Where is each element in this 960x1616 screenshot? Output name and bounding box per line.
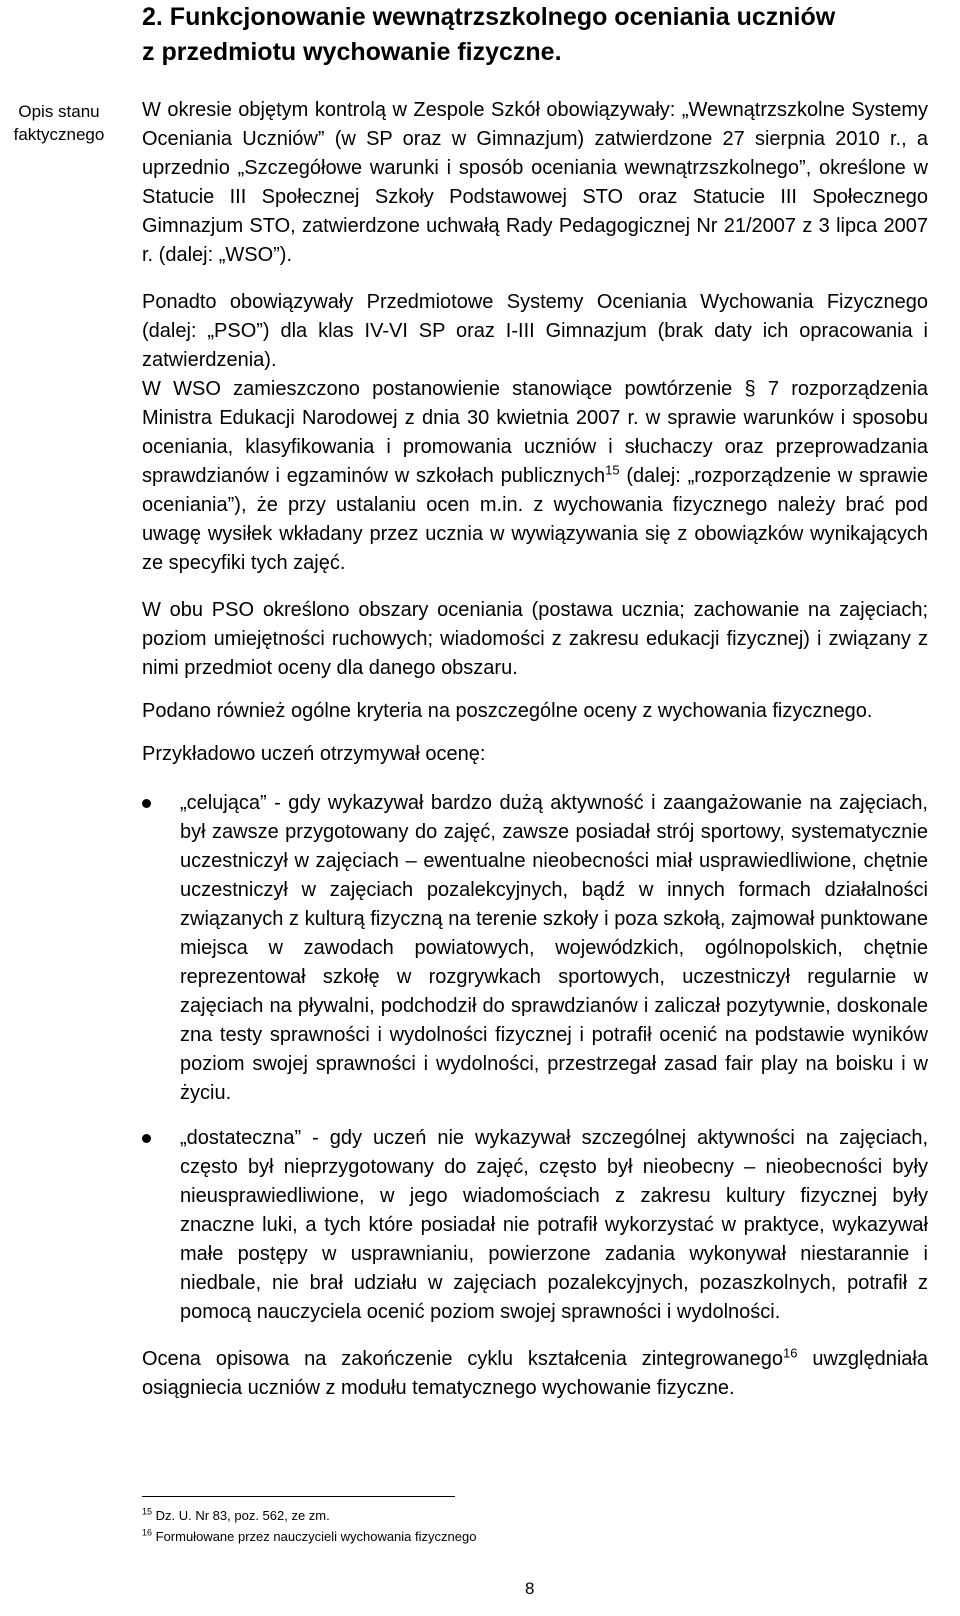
paragraph-example-intro: Przykładowo uczeń otrzymywał ocenę: (142, 743, 486, 765)
footnote-text: Formułowane przez nauczycieli wychowania fizycznego (152, 1529, 477, 1544)
margin-label-line-2: faktycznego (13, 125, 105, 144)
paragraph-assessment-areas: W obu PSO określono obszary oceniania (postawa ucznia; zachowanie na zajęciach; poziom umiejętności ruchowych; wiadomości z zakresu edukacji fizycznej) i związany z nimi przedmiot oceny dla danego obszaru. (142, 599, 928, 679)
margin-label (0, 100, 118, 146)
section-heading-line-2: z przedmiotu wychowanie fizyczne. (142, 38, 562, 66)
footnote-15 (142, 1505, 842, 1526)
section-heading-line-1: 2. Funkcjonowanie wewnątrzszkolnego oceniania uczniów (142, 3, 836, 31)
section-heading (142, 0, 942, 70)
bullet-icon (142, 799, 151, 808)
body-text (142, 96, 928, 1403)
list-item-text: „dostateczna” - gdy uczeń nie wykazywał szczególnej aktywności na zajęciach, często był nieprzygotowany do zajęć, często był nieobecny – nieobecności były nieusprawiedliwione, w jego wiadomościach z zakresu kultury fizycznej były znaczne luki, a tych które posiadał nie potrafił wykorzystać w praktyce, wykazywał małe postępy w usprawnianiu, powierzone zadania wykonywał niestarannie i niedbale, nie brał udziału w zajęciach pozalekcyjnych, pozaszkolnych, potrafił z pomocą nauczyciela ocenić poziom swojej sprawności i wydolności. (180, 1127, 928, 1323)
paragraph-descriptive-grade-text-end: uwzględniała osiągniecia uczniów z modułu tematycznego wychowanie fizyczne. (142, 1348, 928, 1399)
footnote-ref-16: 16 (782, 1345, 798, 1361)
page-number: 8 (525, 1579, 535, 1598)
paragraph-descriptive-grade (142, 1345, 928, 1403)
paragraph-regulation (142, 375, 928, 578)
paragraph-pso: Ponadto obowiązywały Przedmiotowe Systemy Oceniania Wychowania Fizycznego (dalej: „PSO”) dla klas IV-VI SP oraz I-III Gimnazjum (brak daty ich opracowania i zatwierdzenia). (142, 291, 928, 371)
grade-criteria-list (142, 789, 928, 1327)
paragraph-regulation-text-start: W WSO zamieszczono postanowienie stanowiące powtórzenie § 7 rozporządzenia Ministra Edukacji Narodowej z dnia 30 kwietnia 2007 r. w sprawie warunków i sposobu oceniania, klasyfikowania i promowania uczniów i słuchaczy oraz przeprowadzania sprawdzianów i egzaminów w szkołach publicznych (142, 378, 928, 487)
paragraph-general-criteria: Podano również ogólne kryteria na poszczególne oceny z wychowania fizycznego. (142, 700, 873, 722)
footnote-text: Dz. U. Nr 83, poz. 562, ze zm. (152, 1508, 330, 1523)
list-item-celujaca (142, 789, 928, 1108)
paragraph-wso: W okresie objętym kontrolą w Zespole Szkół obowiązywały: „Wewnątrzszkolne Systemy Oceniania Uczniów” (w SP oraz w Gimnazjum) zatwierdzone 27 sierpnia 2010 r., a uprzednio „Szczegółowe warunki i sposób oceniania wewnątrzszkolnego”, określone w Statucie III Społecznej Szkoły Podstawowej STO oraz Statucie III Społecznego Gimnazjum STO, zatwierdzone uchwałą Rady Pedagogicznej Nr 21/2007 z 3 lipca 2007 r. (dalej: „WSO”). (142, 99, 928, 266)
footnote-number: 15 (142, 1506, 153, 1517)
paragraph-regulation-text-end: (dalej: „rozporządzenie w sprawie oceniania”), że przy ustalaniu ocen m.in. z wychowania fizycznego należy brać pod uwagę wysiłek wkładany przez ucznia w wywiązywania się z obowiązków wynikających ze specyfiki tych zajęć. (142, 465, 929, 574)
footnote-16 (142, 1526, 842, 1547)
margin-label-line-1: Opis stanu (18, 102, 100, 121)
footnote-number: 16 (142, 1527, 153, 1538)
footnote-ref-15: 15 (605, 462, 620, 478)
bullet-icon (142, 1134, 151, 1143)
paragraph-descriptive-grade-text-start: Ocena opisowa na zakończenie cyklu kształcenia zintegrowanego (142, 1348, 783, 1370)
list-item-dostateczna (142, 1124, 928, 1327)
list-item-text: „celująca” - gdy wykazywał bardzo dużą aktywność i zaangażowanie na zajęciach, był zawsze przygotowany do zajęć, zawsze posiadał strój sportowy, systematycznie uczestniczył w zajęciach – ewentualne nieobecności miał usprawiedliwione, chętnie uczestniczył w zajęciach pozalekcyjnych, bądź w innych formach działalności związanych z kulturą fizyczną na terenie szkoły i poza szkołą, zajmował punktowane miejsca w zawodach powiatowych, wojewódzkich, ogólnopolskich, chętnie reprezentował szkołę w rozgrywkach sportowych, uczestniczył regularnie w zajęciach na pływalni, podchodził do sprawdzianów i zaliczał pozytywnie, doskonale zna testy sprawności i wydolności fizycznej i potrafił ocenić na podstawie wyników poziom swojej sprawności i wydolności, przestrzegał zasad fair play na boisku i w życiu. (180, 792, 928, 1104)
footnote-separator (142, 1496, 455, 1497)
footnotes (142, 1505, 842, 1547)
